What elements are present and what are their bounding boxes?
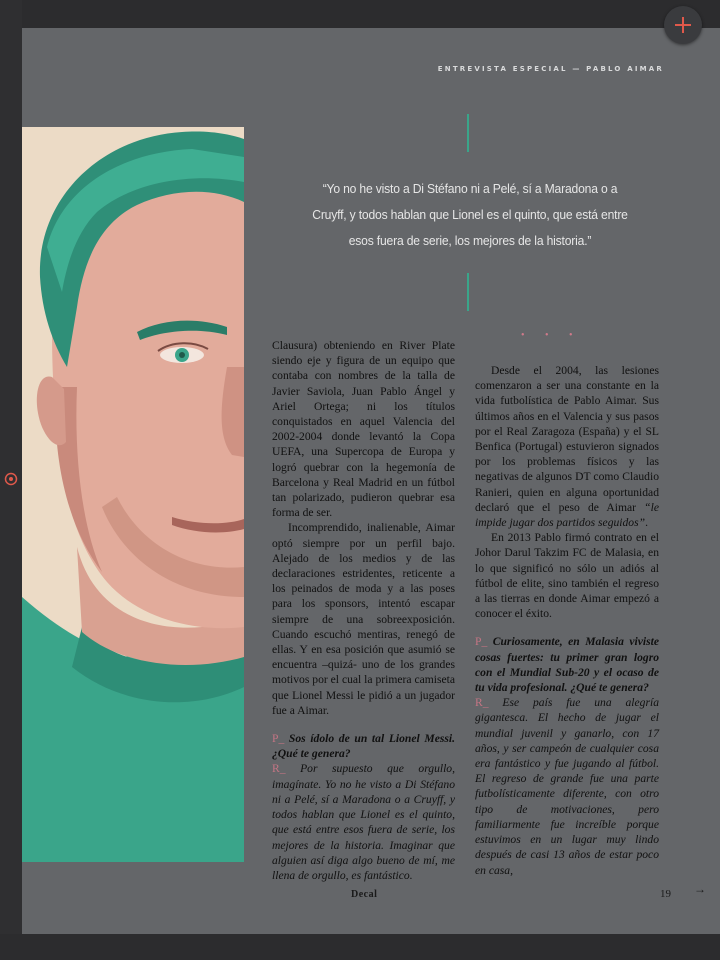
question-text: Sos ídolo de un tal Lionel Messi. ¿Qué te genera?: [272, 732, 455, 761]
pull-quote: “Yo no he visto a Di Stéfano ni a Pelé, sí a Maradona o a Cruyff, y todos hablan que Lionel es el quinto, que está entre esos fuera de serie, los mejores de la historia.”: [312, 181, 628, 248]
paragraph-end: .: [645, 516, 648, 530]
article-paragraph: [475, 363, 659, 530]
paragraph-text: Desde el 2004, las lesiones comenzaron a ser una constante en la vida futbolística de Pablo Aimar. Sus últimos años en el Valencia y sus pasos por el Real Zaragoza (España) y el SL Benfica (Portugal) estuvieron signados por los problemas físicos y las negativas de algunos DT como Claudio Ranieri, quien en alguna oportunidad declaró que el peso de Aimar: [475, 364, 659, 514]
article-paragraph: Incomprendido, inalienable, Aimar optó siempre por un perfil bajo. Alejado de los medios y de las declaraciones estridentes, reticente a los peinados de moda y a las poses para los sponsors, intentó escapar siempre de una sobreexposición. Cuando escuchó mentiras, renegó de ellas. Y en esa posición que asumió se encuentra –quizá- uno de los grandes motivos por el cual la primera camiseta que Lionel Messi le pidió a un jugador fue a Aimar.: [272, 521, 455, 717]
answer-marker: R_: [475, 696, 489, 710]
interview-answer: [475, 695, 659, 877]
next-page-arrow-icon[interactable]: →: [694, 882, 706, 896]
interview-answer: [272, 761, 455, 883]
plus-icon: [673, 15, 693, 35]
page-number: 19: [660, 888, 671, 900]
viewer-bottom-bar: [0, 934, 720, 960]
article-column-right: [475, 363, 659, 878]
interview-question: [272, 731, 455, 761]
add-button[interactable]: [664, 6, 702, 44]
portrait-photo: [22, 127, 244, 862]
question-marker: P_: [475, 635, 488, 649]
quote-divider-top: [467, 114, 469, 152]
answer-marker: R_: [272, 762, 286, 776]
article-paragraph: Clausura) obteniendo en River Plate siendo eje y figura de un equipo que contaba con nombres de la talla de Javier Saviola, Juan Pablo Ángel y Ariel Ortega; ni los títulos conquistados en aquel Valencia del 2002-2004 donde levantó la Copa UEFA, una Supercopa de Europa y logró quebrar con la hegemonía de Barcelona y Real Madrid en un fútbol tan polarizado, pudieron quebrar esa forma de ser.: [272, 339, 455, 520]
page-marker-button[interactable]: [4, 472, 18, 486]
viewer-top-bar: [0, 0, 720, 28]
magazine-brand: Decal: [351, 889, 378, 900]
answer-text: Por supuesto que orgullo, imagínate. Yo no he visto a Di Stéfano ni a Pelé, sí a Maradona o a Cruyff, y todos hablan que Lionel es el quinto, que está entre esos fuera de serie, los mejores de la historia. Imaginar que alguien así diga algo bueno de mí, me llena de orgullo, es fantástico.: [272, 762, 456, 882]
inline-quote: “le impide jugar dos partidos seguidos”: [475, 500, 659, 530]
section-kicker: ENTREVISTA ESPECIAL — PABLO AIMAR: [437, 65, 664, 73]
question-marker: P_: [272, 732, 285, 746]
section-separator: • • •: [521, 330, 582, 341]
question-text: Curiosamente, en Malasia viviste cosas fuertes: tu primer gran logro con el Mundial Sub-20 y el ocaso de tu vida profesional. ¿Qué te genera?: [475, 635, 659, 695]
interview-question: [475, 634, 659, 695]
target-icon: [4, 472, 18, 486]
article-column-left: [272, 338, 455, 883]
answer-text: Ese país fue una alegría gigantesca. El hecho de jugar el mundial juvenil y ganarlo, con 17 años, y ser campeón de cualquier cosa era fantástico y fue jugando al fútbol. El regreso de grande fue una parte futbolísticamente diferente, con otro tipo de motivaciones, pero familiarmente fue increíble porque estuvimos en un lugar muy lindo después de casi 13 años de estar poco en casa,: [475, 696, 659, 877]
quote-divider-bottom: [467, 273, 469, 311]
article-paragraph: En 2013 Pablo firmó contrato en el Johor Darul Takzim FC de Malasia, en lo que significó no sólo un adiós al fútbol de elite, sino también el regreso a las tierras en donde Aimar empezó a conocer el éxito.: [475, 531, 659, 621]
